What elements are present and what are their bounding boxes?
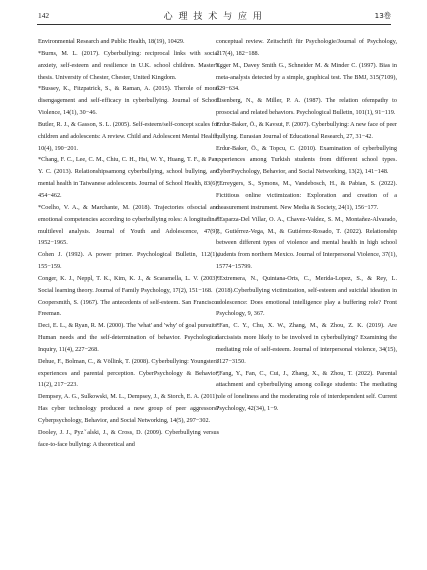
reference-entry: Environmental Research and Public Health, 18(19), 10429. [38, 38, 185, 45]
reference-entry: Conger, K. J., Neppl, T. K., Kim, K. J., & Scaramella, L. V. (2003). Social learning theory. Journal of Family Psychology, 17(2), 151−168. [38, 274, 219, 294]
header-rule [37, 24, 391, 25]
reference-entry: *Erreygers, S., Symons, M., Vandebosch, H., & Pabian, S. (2022). Fictitious online victimization: Exploration and creation of a measurement instrument. New Media & Society, 24(1), 156−177. [216, 180, 397, 211]
reference-entry: Egger M., Davey Smith G., Schneider M. & Minder C. (1997). Bias in meta-analysis detected by a simple, graphical test. The BMJ, 315(7109), 629−634. [216, 61, 397, 93]
reference-entry: Coopersmith, S. (1967). The antecedents of self-esteem. San Francisco: Freeman. [38, 298, 219, 318]
reference-entry: *Extremera, N., Quintana-Orts, C., Merida-Lopez, S., & Rey, L. (2018).Cyberbullying victimization, self-esteem and suicidal ideation in adolescence: Does emotional intelligence play a buffering role? Front Psychology, 9, 367. [216, 274, 397, 318]
reference-entry: Erdur-Baker, Ö., & Kavsut, F. (2007). Cyberbullying: A new face of peer bullying. Eurasian Journal of Educational Research, 27, 31−42. [216, 120, 397, 140]
reference-entry: *Coelho, V. A., & Marchante, M. (2018). Trajectories ofsocial and emotional competencies according to cyberbullying roles: A longitudinal multilevel analysis. Journal of Youth and Adolescence, 47(9), 1952−1965. [38, 203, 219, 247]
reference-entry: conceptual review. Zeitschrift für Psychologie/Journal of Psychology, 217(4), 182−188. [216, 38, 397, 57]
reference-entry: Cohen J. (1992). A power primer. Psychological Bulletin, 112(1), 155−159. [38, 251, 219, 271]
reference-entry: *Fang, Y., Fan, C., Cui, J., Zhang, X., & Zhou, T. (2022). Parental attachment and cyberbullying among college students: The mediating role of loneliness and the moderating role of interdependent self. Current Psychology, 42(34), 1−9. [216, 369, 397, 413]
journal-title: 心 理 技 术 与 应 用 [163, 12, 264, 22]
reference-entry: *Fan, C. Y., Chu, X. W., Zhang, M., & Zhou, Z. K. (2019). Are narcissists more likely to be involved in cyberbullying? Examining the mediating role of self-esteem. Journal of interpersonal violence, 34(15), 3127−3150. [216, 322, 397, 365]
reference-entry: Dooley, J. J., Pyzˇalski, J., & Cross, D. (2009). Cyberbullying versus face-to-face bullying: A theoretical and [38, 428, 219, 448]
reference-entry: *Esparza-Del Villar, O. A., Chavez-Valdez, S. M., Montañez-Alvarado, P., Gutiérrez-Vega, M., & Gutiérrez-Rosado, T. (2022). Relationship between different types of violence and mental health in high school students from northern Mexico. Journal of Interpersonal Violence, 37(1), 15774−15799. [216, 215, 397, 271]
page-number: 142 [38, 11, 50, 20]
left-column [38, 36, 219, 451]
reference-entry: *Bussey, K., Fitzpatrick, S., & Raman, A. (2015). Therole of moral disengagement and self-efficacy in cyberbullying. Journal of School Violence, 14(1), 30−46. [38, 85, 219, 117]
reference-entry: Deci, E. L., & Ryan, R. M. (2000). The 'what' and 'why' of goal pursuits: Human needs and the self-determination of behavior. Psychological Inquiry, 11(4), 227−268. [38, 322, 219, 353]
volume-label: 13卷 [374, 11, 391, 20]
reference-entry: Dempsey, A. G., Sulkowski, M. L., Dempsey, J., & Storch, E. A. (2011). Has cyber technology produced a new group of peer aggressors? Cyberpsychology, Behavior, and Social Networking, 14(5), 297−302. [38, 393, 219, 424]
reference-entry: Erdur-Baker, Ö., & Topcu, C. (2010). Examination of cyberbullying experiences among Turkish students from different school types. CyberPsychology, Behavior, and Social Networking, 13(2), 141−148. [216, 144, 397, 176]
reference-entry: Dehue, F., Bolman, C., & Völlink, T. (2008). Cyberbullying: Youngsters' experiences and parental perception. CyberPsychology & Behavior, 11(2), 217−223. [38, 357, 219, 389]
reference-entry: Butler, R. J., & Gasson, S. L. (2005). Self-esteem/self-concept scales for children and adolescents: A review. Child and Adolescent Mental Health, 10(4), 190−201. [38, 120, 219, 152]
right-column [216, 36, 397, 415]
reference-entry: *Chang, F. C., Lee, C. M., Chiu, C. H., Hsi, W. Y., Huang, T. F., & Pan, Y. C. (2013). Relationshipsamong cyberbullying, school bullying, and mental health in Taiwanese adolescents. Journal of School Health, 83(6), 454−462. [38, 156, 219, 199]
reference-entry: Eisenberg, N., & Miller, P. A. (1987). The relation ofempathy to prosocial and related behaviors. Psychological Bulletin, 101(1), 91−119. [216, 97, 397, 117]
running-header [0, 0, 427, 30]
reference-entry: *Burns, M. L. (2017). Cyberbullying: reciprocal links with social anxiety, self-esteem and resilience in U.K. school children. Master's thesis. University of Chester, Chester, United Kingdom. [38, 49, 219, 81]
